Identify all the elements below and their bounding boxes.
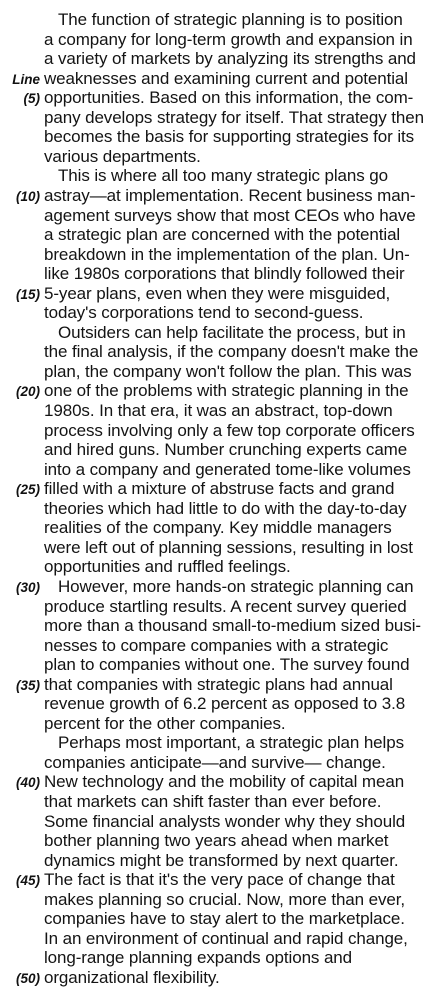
passage-line-text: more than a thousand small-to-medium sized busi-: [44, 616, 421, 636]
passage-line-text: bother planning two years ahead when market: [44, 831, 389, 851]
passage-line-text: breakdown in the implementation of the plan. Un-: [44, 244, 410, 264]
passage-line-text: theories which had little to do with the day-to-day: [44, 498, 407, 518]
passage-line-text: plan to companies without one. The survey found: [44, 655, 410, 675]
passage-line-text: percent for the other companies.: [44, 713, 286, 733]
passage-line-text: Some financial analysts wonder why they should: [44, 811, 406, 831]
passage-line-text: dynamics might be transformed by next quarter.: [44, 850, 399, 870]
line-number: (50): [15, 970, 40, 986]
passage-line-text: realities of the company. Key middle managers: [44, 518, 392, 538]
line-number: (15): [15, 286, 40, 302]
passage-line-text: the final analysis, if the company doesn't make the: [44, 342, 419, 362]
passage-line-text: process involving only a few top corporate officers: [44, 420, 415, 440]
passage-line-text: companies have to stay alert to the marketplace.: [44, 909, 405, 929]
passage-line-text: a strategic plan are concerned with the potential: [44, 225, 401, 245]
passage-line-text: becomes the basis for supporting strategies for its: [44, 127, 415, 147]
passage-line-text: pany develops strategy for itself. That strategy then: [44, 107, 424, 127]
passage-line-text: long-range planning expands options and: [44, 948, 353, 968]
line-number: (5): [23, 91, 40, 107]
passage-line-text: opportunities. Based on this information, the com-: [44, 88, 414, 108]
line-number: (20): [15, 384, 40, 400]
line-number: (10): [15, 188, 40, 204]
passage-line-text: that markets can shift faster than ever before.: [44, 792, 382, 811]
passage-line-text: The function of strategic planning is to position: [58, 10, 403, 29]
passage-line-text: today's corporations tend to second-guess.: [44, 303, 364, 323]
passage-line-text: Perhaps most important, a strategic plan helps: [58, 733, 404, 753]
passage-line-text: a variety of markets by analyzing its strengths and: [44, 49, 416, 69]
passage-line-text: agement surveys show that most CEOs who have: [44, 205, 416, 225]
passage-line-text: one of the problems with strategic planning in the: [44, 381, 409, 401]
passage-line-text: companies anticipate—and survive— change.: [44, 752, 386, 772]
passage-line-text: This is where all too many strategic plans go: [58, 166, 388, 186]
passage-line-text: nesses to compare companies with a strategic: [44, 635, 389, 655]
passage-line-text: organizational flexibility.: [44, 967, 220, 987]
passage-line-text: weaknesses and examining current and potential: [44, 68, 408, 88]
passage-line-text: makes planning so crucial. Now, more than ever,: [44, 889, 405, 909]
passage-line-text: opportunities and ruffled feelings.: [44, 557, 291, 577]
line-number: Line: [12, 71, 40, 87]
passage-line-text: filled with a mixture of abstruse facts and grand: [44, 479, 395, 499]
passage-line-text: The fact is that it's the very pace of change that: [44, 870, 395, 890]
line-number: (25): [15, 482, 40, 498]
line-number: (40): [15, 775, 40, 791]
passage-line-text: were left out of planning sessions, resulting in lost: [44, 537, 413, 557]
passage-line-text: However, more hands-on strategic planning can: [58, 576, 414, 596]
passage-line-text: various departments.: [44, 146, 201, 166]
passage-line-text: that companies with strategic plans had annual: [44, 674, 393, 694]
passage-line: [0, 966, 431, 990]
passage-line-text: Outsiders can help facilitate the process, but in: [58, 322, 406, 342]
passage-line-text: like 1980s corporations that blindly followed their: [44, 264, 405, 284]
passage-line-text: revenue growth of 6.2 percent as opposed to 3.8: [44, 694, 406, 714]
passage-line-text: 1980s. In that era, it was an abstract, top-down: [44, 401, 393, 420]
passage-line-text: astray—at implementation. Recent business man-: [44, 185, 416, 205]
passage-line-text: New technology and the mobility of capital mean: [44, 772, 405, 792]
passage-line-text: a company for long-term growth and expansion in: [44, 29, 413, 49]
passage-line-text: produce startling results. A recent survey queried: [44, 596, 407, 616]
passage-line-text: In an environment of continual and rapid change,: [44, 928, 408, 948]
line-number: (35): [15, 677, 40, 693]
line-number: (45): [15, 873, 40, 889]
passage-line-text: and hired guns. Number crunching experts came: [44, 440, 408, 460]
line-number: (30): [15, 579, 40, 595]
passage-line-text: plan, the company won't follow the plan. This was: [44, 361, 412, 381]
passage-line-text: 5-year plans, even when they were misguided,: [44, 283, 391, 303]
passage-line-text: into a company and generated tome-like volumes: [44, 459, 411, 479]
